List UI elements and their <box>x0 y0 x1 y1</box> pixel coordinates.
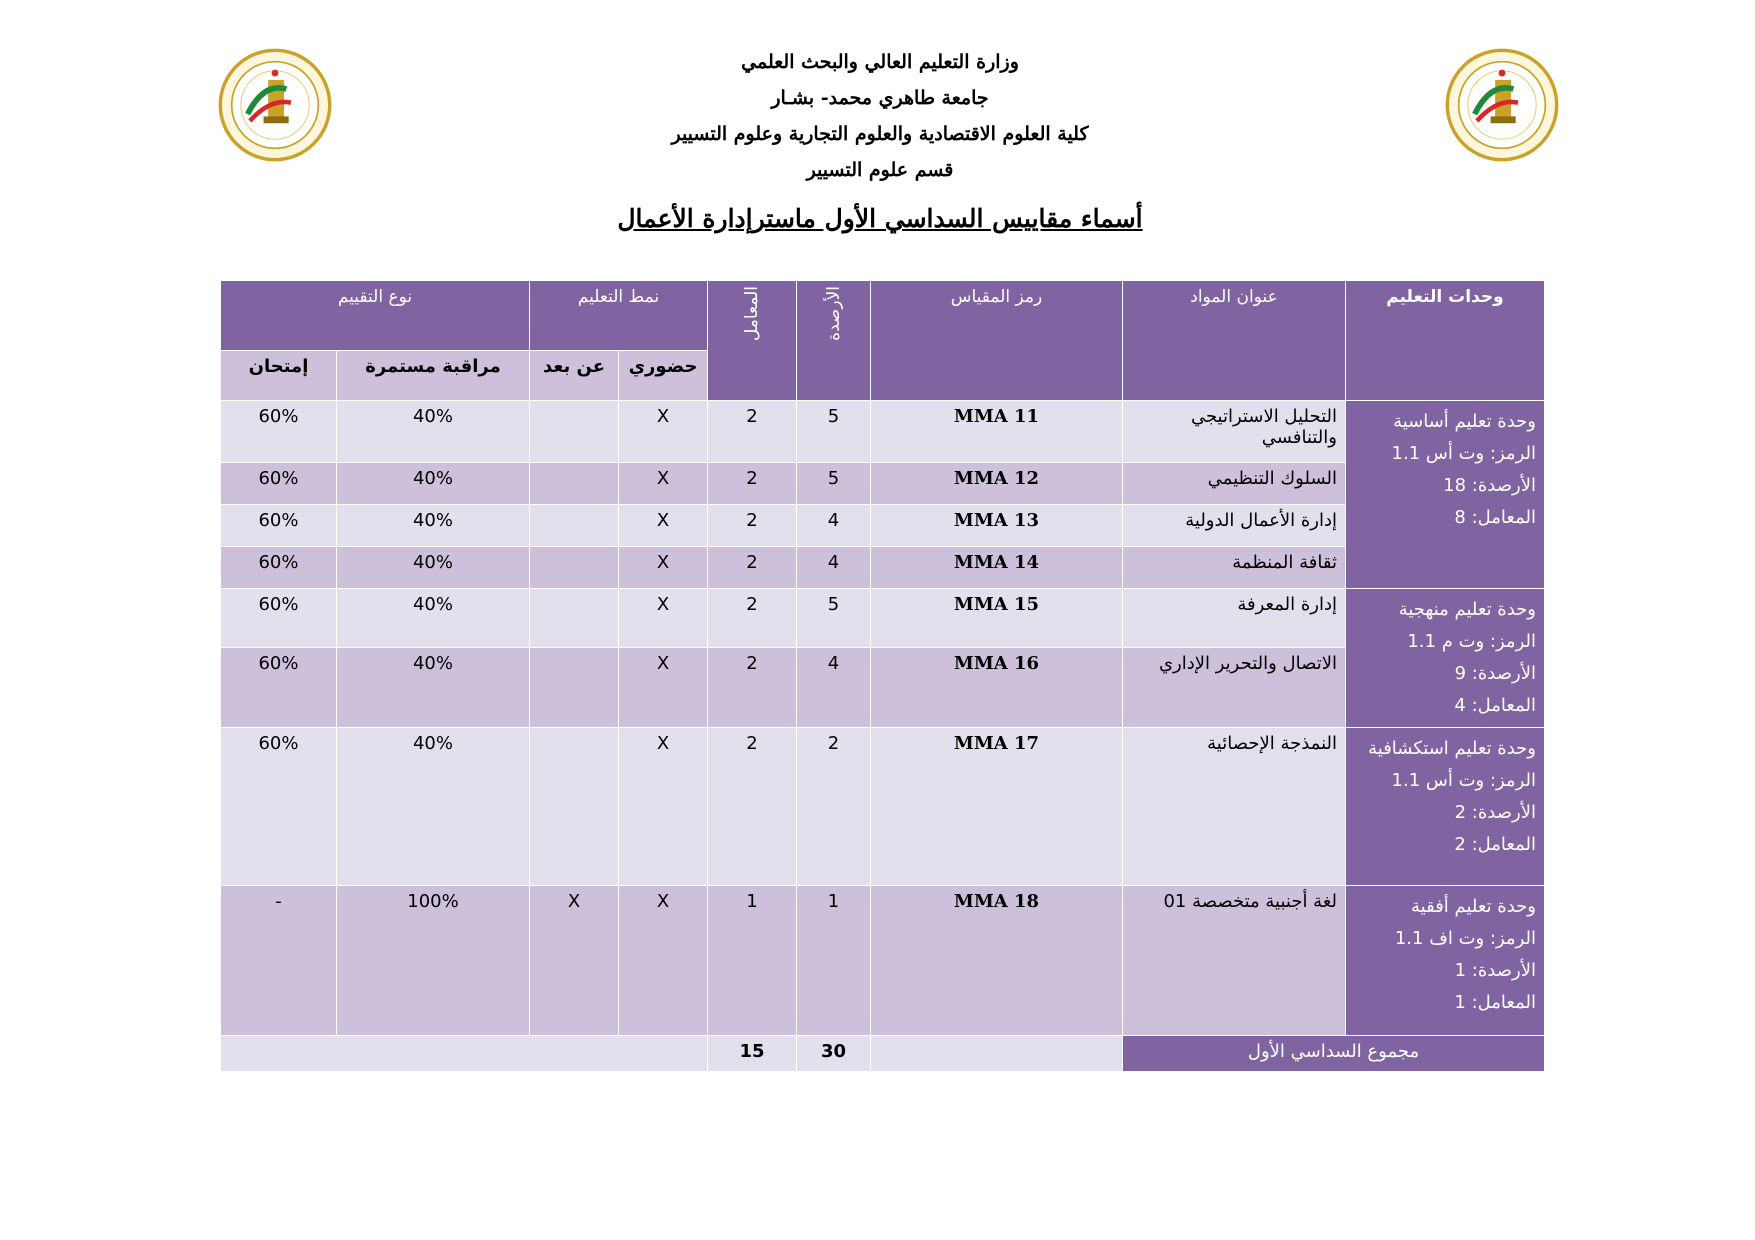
unit-name: وحدة تعليم استكشافية <box>1368 738 1536 760</box>
unit-name: وحدة تعليم أساسية <box>1393 411 1536 433</box>
unit-code: الرمز: وت م 1.1 <box>1407 631 1536 653</box>
credits-cell: 4 <box>797 547 871 589</box>
header-credits-cont <box>797 351 871 401</box>
credits-cell: 5 <box>797 463 871 505</box>
credits-cell: 1 <box>797 886 871 1036</box>
continuous-cell: 40% <box>337 547 530 589</box>
exam-cell: 60% <box>221 401 337 463</box>
code-cell: MMA 15 <box>871 589 1123 648</box>
distance-cell <box>530 589 619 648</box>
distance-cell <box>530 463 619 505</box>
code-cell: MMA 13 <box>871 505 1123 547</box>
unit-credits: الأرصدة: 9 <box>1454 663 1536 685</box>
presential-cell: X <box>619 589 708 648</box>
subject-cell: السلوك التنظيمي <box>1123 463 1346 505</box>
exam-cell: - <box>221 886 337 1036</box>
coef-cell: 2 <box>708 648 797 728</box>
code-cell: MMA 16 <box>871 648 1123 728</box>
header-credits: الأرصدة <box>797 281 871 351</box>
unit-credits: الأرصدة: 2 <box>1454 802 1536 824</box>
total-empty-cell <box>221 1036 708 1072</box>
unit-cell <box>1346 728 1545 886</box>
faculty-name: كلية العلوم الاقتصادية والعلوم التجارية وعلوم التسيير <box>671 123 1089 145</box>
department-name: قسم علوم التسيير <box>806 159 954 181</box>
header-teaching-mode: نمط التعليم <box>530 281 708 351</box>
exam-cell: 60% <box>221 589 337 648</box>
distance-cell <box>530 728 619 886</box>
subject-cell: التحليل الاستراتيجي والتنافسي <box>1123 401 1346 463</box>
exam-cell: 60% <box>221 505 337 547</box>
university-seal-icon <box>1445 48 1559 162</box>
unit-coef: المعامل: 4 <box>1454 695 1536 717</box>
total-blank-cell <box>871 1036 1123 1072</box>
continuous-cell: 40% <box>337 728 530 886</box>
continuous-cell: 40% <box>337 505 530 547</box>
coef-cell: 2 <box>708 505 797 547</box>
presential-cell: X <box>619 505 708 547</box>
distance-cell <box>530 401 619 463</box>
presential-cell: X <box>619 463 708 505</box>
subject-cell: ثقافة المنظمة <box>1123 547 1346 589</box>
header-continuous: مراقبة مستمرة <box>337 351 530 401</box>
distance-cell: X <box>530 886 619 1036</box>
unit-coef: المعامل: 2 <box>1454 834 1536 856</box>
code-cell: MMA 17 <box>871 728 1123 886</box>
coef-cell: 2 <box>708 463 797 505</box>
header-coefficient: المعامل <box>708 281 797 401</box>
credits-cell: 4 <box>797 648 871 728</box>
distance-cell <box>530 648 619 728</box>
exam-cell: 60% <box>221 648 337 728</box>
credits-cell: 5 <box>797 589 871 648</box>
header-distance: عن بعد <box>530 351 619 401</box>
university-logo-right <box>1445 48 1559 162</box>
credits-cell: 5 <box>797 401 871 463</box>
exam-cell: 60% <box>221 463 337 505</box>
university-logo-left <box>218 48 332 162</box>
total-coef-cell: 15 <box>708 1036 797 1072</box>
presential-cell: X <box>619 547 708 589</box>
unit-credits: الأرصدة: 1 <box>1454 960 1536 982</box>
exam-cell: 60% <box>221 547 337 589</box>
total-row <box>221 1036 1545 1072</box>
exam-cell: 60% <box>221 728 337 886</box>
subject-cell: لغة أجنبية متخصصة 01 <box>1123 886 1346 1036</box>
coef-cell: 2 <box>708 728 797 886</box>
credits-cell: 4 <box>797 505 871 547</box>
coef-cell: 2 <box>708 547 797 589</box>
header-subject: عنوان المواد <box>1123 281 1346 401</box>
university-name: جامعة طاهري محمد- بشـار <box>771 87 989 109</box>
header-code: رمز المقياس <box>871 281 1123 401</box>
code-cell: MMA 12 <box>871 463 1123 505</box>
total-label-cell: مجموع السداسي الأول <box>1123 1036 1545 1072</box>
header-units: وحدات التعليم <box>1346 281 1545 401</box>
unit-name: وحدة تعليم أفقية <box>1411 896 1536 918</box>
unit-code: الرمز: وت أس 1.1 <box>1391 443 1536 465</box>
continuous-cell: 40% <box>337 463 530 505</box>
unit-coef: المعامل: 1 <box>1454 992 1536 1014</box>
continuous-cell: 100% <box>337 886 530 1036</box>
credits-cell: 2 <box>797 728 871 886</box>
university-seal-icon <box>218 48 332 162</box>
table-row <box>221 728 1545 886</box>
continuous-cell: 40% <box>337 589 530 648</box>
document-title: أسماء مقاييس السداسي الأول ماسترإدارة الأعمال <box>617 204 1143 233</box>
code-cell: MMA 18 <box>871 886 1123 1036</box>
table-row <box>221 589 1545 648</box>
presential-cell: X <box>619 648 708 728</box>
total-credits-cell: 30 <box>797 1036 871 1072</box>
subject-cell: النمذجة الإحصائية <box>1123 728 1346 886</box>
presential-cell: X <box>619 886 708 1036</box>
header-presential: حضوري <box>619 351 708 401</box>
unit-coef: المعامل: 8 <box>1454 507 1536 529</box>
coef-cell: 2 <box>708 589 797 648</box>
presential-cell: X <box>619 728 708 886</box>
coef-cell: 2 <box>708 401 797 463</box>
continuous-cell: 40% <box>337 401 530 463</box>
ministry-name: وزارة التعليم العالي والبحث العلمي <box>741 51 1019 73</box>
subject-cell: إدارة المعرفة <box>1123 589 1346 648</box>
unit-cell <box>1346 401 1545 589</box>
unit-code: الرمز: وت اف 1.1 <box>1394 928 1536 950</box>
table-row <box>221 401 1545 463</box>
code-cell: MMA 14 <box>871 547 1123 589</box>
modules-table <box>220 280 1545 1072</box>
unit-credits: الأرصدة: 18 <box>1443 475 1536 497</box>
subject-cell: إدارة الأعمال الدولية <box>1123 505 1346 547</box>
unit-code: الرمز: وت أس 1.1 <box>1391 770 1536 792</box>
unit-cell <box>1346 589 1545 728</box>
code-cell: MMA 11 <box>871 401 1123 463</box>
coef-cell: 1 <box>708 886 797 1036</box>
presential-cell: X <box>619 401 708 463</box>
document-header <box>560 44 1200 188</box>
unit-name: وحدة تعليم منهجية <box>1398 599 1536 621</box>
subject-cell: الاتصال والتحرير الإداري <box>1123 648 1346 728</box>
distance-cell <box>530 505 619 547</box>
continuous-cell: 40% <box>337 648 530 728</box>
table-row <box>221 886 1545 1036</box>
header-exam: إمتحان <box>221 351 337 401</box>
unit-cell <box>1346 886 1545 1036</box>
distance-cell <box>530 547 619 589</box>
header-evaluation: نوع التقييم <box>221 281 530 351</box>
